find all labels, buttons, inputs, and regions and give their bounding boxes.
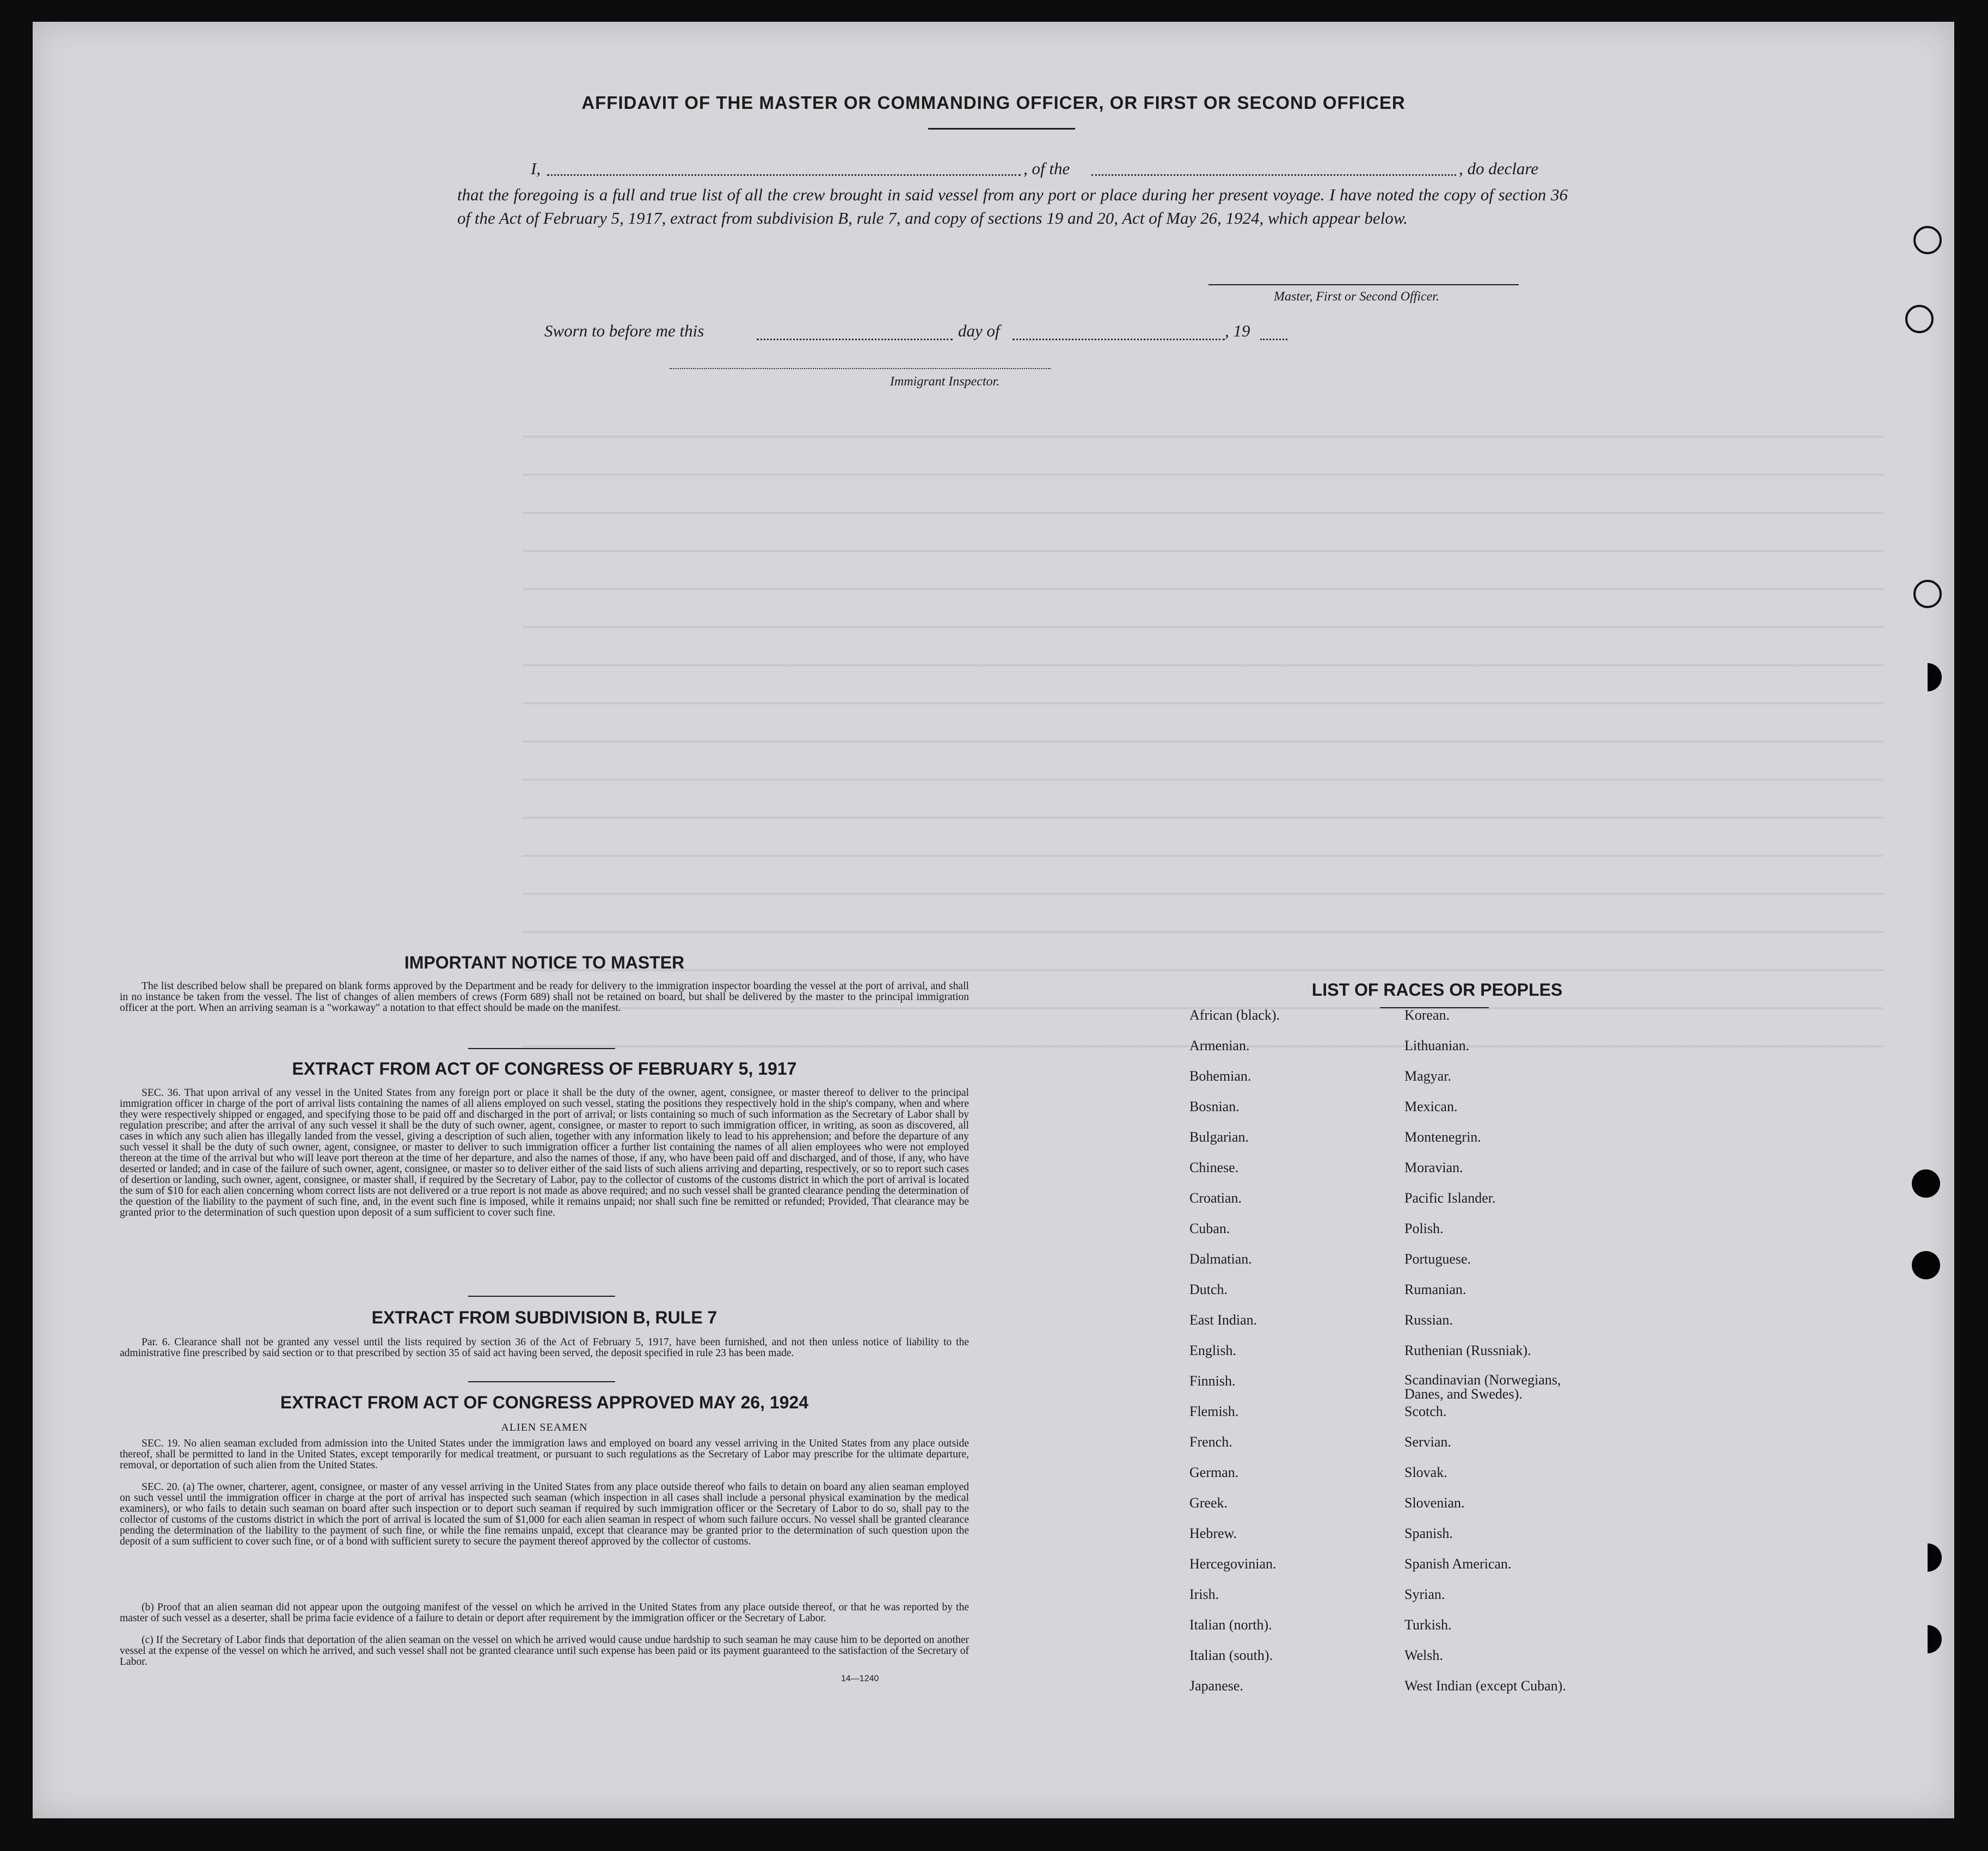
extract-1917-title: EXTRACT FROM ACT OF CONGRESS OF FEBRUARY 5, 1917 xyxy=(292,1059,797,1078)
race-item: Scotch. xyxy=(1404,1403,1447,1419)
race-item: West Indian (except Cuban). xyxy=(1404,1678,1566,1694)
race-item: German. xyxy=(1189,1464,1239,1480)
race-item: Welsh. xyxy=(1404,1647,1443,1663)
alien-seamen-subtitle: ALIEN SEAMEN xyxy=(501,1421,588,1433)
sworn-year: , 19 xyxy=(1225,321,1250,340)
declaration-text: that the foregoing is a full and true list of all the crew brought in said vessel from any port or place during her present voyage. I have noted the copy of section 36 of the Act of February 5, 1917, extract from subdivision B, rule 7, and copy of sections 19 and 20, Act of May 26, 1924, which appear below. xyxy=(457,185,1568,228)
inspector-signature-line[interactable] xyxy=(670,368,1051,369)
race-item: Flemish. xyxy=(1189,1403,1239,1419)
master-caption: Master, First or Second Officer. xyxy=(1274,290,1439,304)
race-item: Polish. xyxy=(1404,1221,1444,1236)
race-item: Greek. xyxy=(1189,1495,1228,1511)
affidavit-of-the: , of the xyxy=(1023,159,1070,178)
race-item: Dutch. xyxy=(1189,1282,1228,1297)
punch-hole xyxy=(1912,1251,1940,1279)
rule7-title: EXTRACT FROM SUBDIVISION B, RULE 7 xyxy=(371,1308,717,1327)
extract-1917-text: SEC. 36. That upon arrival of any vessel in the United States from any foreign port or place it shall be the duty of the owner, agent, consignee, or master thereof to deliver to the principal immigration officer in charge of the port of arrival lists containing the names of all aliens employed on such vessel, stating the positions they respectively hold in the ship's company, when and where they were respectively shipped or engaged, and specifying those to be paid off and discharged in the port of arrival; or lists containing so much of such information as the Secretary of Labor shall by regulation prescribe; and after the arrival of any such vessel it shall be the duty of such owner, agent, consignee, or master to report to such immigration officer, in writing, as soon as discovered, all cases in which any such alien has illegally landed from the vessel, giving a description of such alien, together with any information likely to lead to his apprehension; and before the departure of any such vessel it shall be the duty of such owner, agent, consignee, or master to deliver to such immigration officer a further list containing the names of all alien employees who were not employed thereon at the time of the arrival but who will leave port thereon at the time of her departure, and also the names of those, if any, who have been paid off and discharged, and of those, if any, who have deserted or landed; and in case of the failure of such owner, agent, consignee, or master so to deliver either of the said lists of such aliens arriving and departing, respectively, or so to report such cases of desertion or landing, such owner, agent, consignee, or master shall, if required by the Secretary of Labor, pay to the collector of customs of the customs district in which the port of arrival is located the sum of $10 for each alien concerning whom correct lists are not delivered or a true report is not made as above required; and no such vessel shall be granted clearance pending the determination of the question of the liability to the payment of such fine, and, in the event such fine is imposed, while it remains unpaid; nor shall such fine be remitted or refunded; Provided, That clearance may be granted prior to the determination of such question upon deposit of a sum sufficient to cover such fine. xyxy=(120,1087,969,1218)
affidavit-do-declare: , do declare xyxy=(1459,159,1539,178)
races-title: LIST OF RACES OR PEOPLES xyxy=(1311,980,1563,1000)
race-item: Russian. xyxy=(1404,1312,1453,1328)
race-item: Pacific Islander. xyxy=(1404,1190,1496,1206)
race-item: French. xyxy=(1189,1434,1232,1450)
name-blank[interactable] xyxy=(547,174,1021,176)
punch-hole xyxy=(1913,226,1942,254)
race-item: Ruthenian (Russniak). xyxy=(1404,1343,1531,1358)
race-item: English. xyxy=(1189,1343,1236,1358)
rule7-text: Par. 6. Clearance shall not be granted any vessel until the lists required by section 36 of the Act of February 5, 1917, have been furnished, and not then unless notice of liability to the administrative fine prescribed by said section or to that prescribed by section 35 of said act having been served, the deposit specified in rule 23 has been made. xyxy=(120,1337,969,1359)
sworn-day-of: day of xyxy=(958,321,1000,340)
race-item: Rumanian. xyxy=(1404,1282,1467,1297)
divider-3 xyxy=(468,1381,615,1382)
race-item: Moravian. xyxy=(1404,1160,1463,1175)
race-item: Syrian. xyxy=(1404,1586,1445,1602)
sec19-text: SEC. 19. No alien seaman excluded from admission into the United States under the immigration laws and employed on board any vessel arriving in the United States from any place outside thereof, shall be permitted to land in the United States, except temporarily for medical treatment, or pursuant to such regulations as the Secretary of Labor may prescribe for the ultimate departure, removal, or deportation of such alien from the United States. xyxy=(120,1438,969,1471)
punch-hole xyxy=(1913,1625,1942,1653)
race-item: Italian (south). xyxy=(1189,1647,1273,1663)
sworn-year-blank[interactable] xyxy=(1260,339,1287,340)
race-item: Lithuanian. xyxy=(1404,1038,1470,1053)
race-item: Korean. xyxy=(1404,1007,1450,1023)
divider-2 xyxy=(468,1296,615,1297)
race-item: Irish. xyxy=(1189,1586,1219,1602)
notice-title: IMPORTANT NOTICE TO MASTER xyxy=(404,953,685,972)
race-item: Finnish. xyxy=(1189,1373,1236,1389)
race-item: Japanese. xyxy=(1189,1678,1243,1694)
race-item: Spanish American. xyxy=(1404,1556,1512,1572)
punch-hole xyxy=(1905,305,1934,333)
race-item: Servian. xyxy=(1404,1434,1451,1450)
affidavit-title: AFFIDAVIT OF THE MASTER OR COMMANDING OFFICER, OR FIRST OR SECOND OFFICER xyxy=(581,93,1406,113)
race-item: Italian (north). xyxy=(1189,1617,1272,1633)
notice-text: The list described below shall be prepared on blank forms approved by the Department and be ready for delivery to the immigration inspector boarding the vessel at the port of arrival, and shall in no instance be taken from the vessel. The list of changes of alien members of crews (Form 689) shall not be retained on board, but shall be delivered by the master to the principal immigration officer at the port. When an arriving seaman is a "workaway" a notation to that effect should be made on the manifest. xyxy=(120,980,969,1014)
sec20a-text: SEC. 20. (a) The owner, charterer, agent, consignee, or master of any vessel arriving in the United States from any place outside thereof who fails to detain on board any alien seaman employed on such vessel until the immigration officer in charge at the port of arrival has inspected such seaman (which inspection in all cases shall include a personal physical examination by the medical examiners), or who fails to detain such seaman on board after such inspection or to deport such seaman if required by such immigration officer or the Secretary of Labor to do so, shall pay to the collector of customs of the customs district in which the port of arrival is located the sum of $1,000 for each alien seaman in respect of whom such failure occurs. No vessel shall be granted clearance pending the determination of the liability to the payment of such fine, or while the fine remains unpaid, except that clearance may be granted prior to the determination of such question upon the deposit of a sum sufficient to cover such fine, or of a bond with sufficient surety to secure the payment thereof approved by the collector of customs. xyxy=(120,1481,969,1547)
race-item: Spanish. xyxy=(1404,1525,1453,1541)
race-item: Hercegovinian. xyxy=(1189,1556,1277,1572)
race-item: Slovenian. xyxy=(1404,1495,1465,1511)
race-item: Chinese. xyxy=(1189,1160,1239,1175)
race-item: East Indian. xyxy=(1189,1312,1257,1328)
race-item: African (black). xyxy=(1189,1007,1280,1023)
race-item: Bulgarian. xyxy=(1189,1129,1249,1145)
master-signature-line[interactable] xyxy=(1208,284,1519,285)
punch-hole xyxy=(1912,1169,1940,1198)
race-item: Mexican. xyxy=(1404,1099,1458,1114)
punch-hole xyxy=(1913,580,1942,608)
race-item: Portuguese. xyxy=(1404,1251,1471,1267)
race-item: Cuban. xyxy=(1189,1221,1230,1236)
race-item: Croatian. xyxy=(1189,1190,1242,1206)
affidavit-i: I, xyxy=(531,159,541,178)
race-item: Hebrew. xyxy=(1189,1525,1237,1541)
sec20c-text: (c) If the Secretary of Labor finds that deportation of the alien seaman on the vessel on which he arrived would cause undue hardship to such seaman he may cause him to be deported on another vessel at the expense of the vessel on which he arrived, and such vessel shall not be granted clearance until such expense has been paid or its payment guaranteed to the satisfaction of the Secretary of Labor. xyxy=(120,1634,969,1668)
race-item: Armenian. xyxy=(1189,1038,1250,1053)
race-item: Bohemian. xyxy=(1189,1068,1251,1084)
race-item: Dalmatian. xyxy=(1189,1251,1252,1267)
race-item: Turkish. xyxy=(1404,1617,1452,1633)
vessel-blank[interactable] xyxy=(1091,174,1456,176)
inspector-caption: Immigrant Inspector. xyxy=(890,375,1000,389)
punch-hole xyxy=(1913,663,1942,691)
sworn-text: Sworn to before me this xyxy=(544,321,704,340)
race-item: Montenegrin. xyxy=(1404,1129,1481,1145)
sworn-day-blank[interactable] xyxy=(757,339,953,340)
extract-1924-title: EXTRACT FROM ACT OF CONGRESS APPROVED MAY 26, 1924 xyxy=(280,1393,809,1412)
punch-hole xyxy=(1913,1543,1942,1572)
race-item: Scandinavian (Norwegians, Danes, and Swedes). xyxy=(1404,1372,1561,1402)
sworn-month-blank[interactable] xyxy=(1013,339,1225,340)
divider-1 xyxy=(468,1048,615,1049)
race-item: Bosnian. xyxy=(1189,1099,1240,1114)
race-item: Magyar. xyxy=(1404,1068,1451,1084)
form-number: 14—1240 xyxy=(841,1674,879,1683)
title-underline xyxy=(928,128,1075,130)
document-page xyxy=(33,22,1954,1818)
sec20b-text: (b) Proof that an alien seaman did not appear upon the outgoing manifest of the vessel on which he arrived in the United States from any place outside thereof, or that he was reported by the master of such vessel as a deserter, shall be prima facie evidence of a failure to detain or deport after requirement by the immigration officer or the Secretary of Labor. xyxy=(120,1602,969,1624)
race-item: Slovak. xyxy=(1404,1464,1447,1480)
